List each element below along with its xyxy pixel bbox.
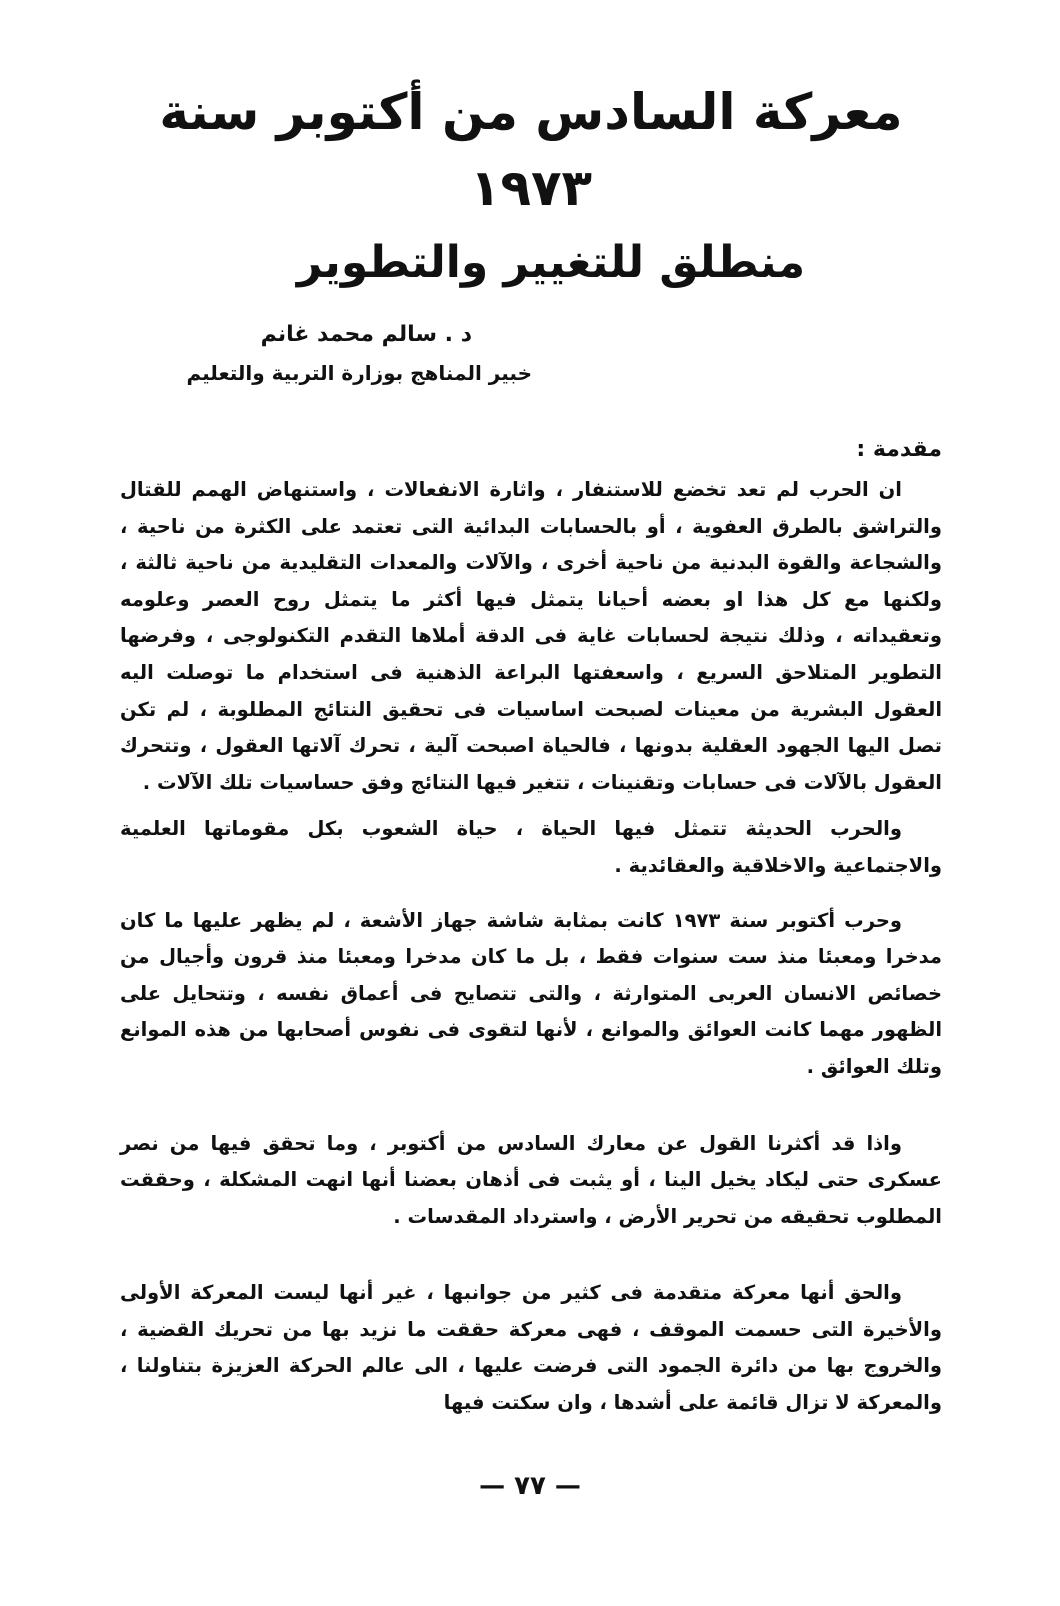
body-paragraph: والحق أنها معركة متقدمة فى كثير من جوانبها ، غير أنها ليست المعركة الأولى والأخيرة التى حسمت الموقف ، فهى معركة حققت ما نزيد بها من تحريك القضية ، والخروج بها من دائرة الجمود التى فرضت عليها ، الى عالم الحركة العزيزة بتناولنا ، والمعركة لا تزال قائمة على أشدها ، وان سكتت فيها	[120, 1281, 942, 1415]
body-paragraph: وحرب أكتوبر سنة ١٩٧٣ كانت بمثابة شاشة جهاز الأشعة ، لم يظهر عليها ما كان مدخرا ومعبئا منذ ست سنوات فقط ، بل ما كان مدخرا ومعبئا منذ قرون وأجيال من خصائص الانسان العربى المتوارثة ، والتى تتصايح فى أعماق نفسه ، وتتحايل على الظهور مهما كانت العوائق والموانع ، لأنها لتقوى فى نفوس أصحابها من هذه الموانع وتلك العوائق .	[120, 908, 942, 1078]
article-title: معركة السادس من أكتوبر سنة ١٩٧٣	[159, 83, 903, 217]
section-heading: مقدمة :	[856, 437, 942, 462]
author-name: د . سالم محمد غانم	[260, 322, 472, 347]
body-paragraph: ان الحرب لم تعد تخضع للاستنفار ، واثارة الانفعالات ، واستنهاض الهمم للقتال والتراشق بالطرق العفوية ، أو بالحسابات البدائية التى تعتمد على الكثرة من ناحية ، والشجاعة والقوة البدنية من ناحية أخرى ، والآلات والمعدات التقليدية من ناحية ثالثة ، ولكنها مع كل هذا او بعضه أحيانا يتمثل فيها أكثر ما يتمثل روح العصر وعلومه وتعقيداته ، وذلك نتيجة لحسابات غاية فى الدقة أملاها التقدم التكنولوجى ، وفرضها التطوير المتلاحق السريع ، واسعفتها البراعة الذهنية فى استخدام ما توصلت اليه العقول البشرية من معينات لصبحت اساسيات فى تحقيق النتائج المطلوبة ، لم تكن تصل اليها الجهود العقلية بدونها ، فالحياة اصبحت آلية ، تحرك آلاتها العقول ، وتتحرك العقول بالآلات فى حسابات وتقنينات ، تتغير فيها النتائج وفق حساسيات تلك الآلات .	[120, 478, 942, 794]
article-subtitle: منطلق للتغيير والتطوير	[296, 237, 806, 288]
body-paragraph: واذا قد أكثرنا القول عن معارك السادس من أكتوبر ، وما تحقق فيها من نصر عسكرى حتى ليكاد يخيل الينا ، أو يثبت فى أذهان بعضنا أنها انهت المشكلة ، وحققت المطلوب تحقيقه من تحرير الأرض ، واسترداد المقدسات .	[120, 1131, 942, 1228]
article-body	[120, 472, 942, 1422]
author-affiliation: خبير المناهج بوزارة التربية والتعليم	[186, 361, 532, 385]
page-number: — ٧٧ —	[479, 1471, 581, 1501]
body-paragraph: والحرب الحديثة تتمثل فيها الحياة ، حياة الشعوب بكل مقوماتها العلمية والاجتماعية والاخلاقية والعقائدية .	[120, 817, 942, 877]
